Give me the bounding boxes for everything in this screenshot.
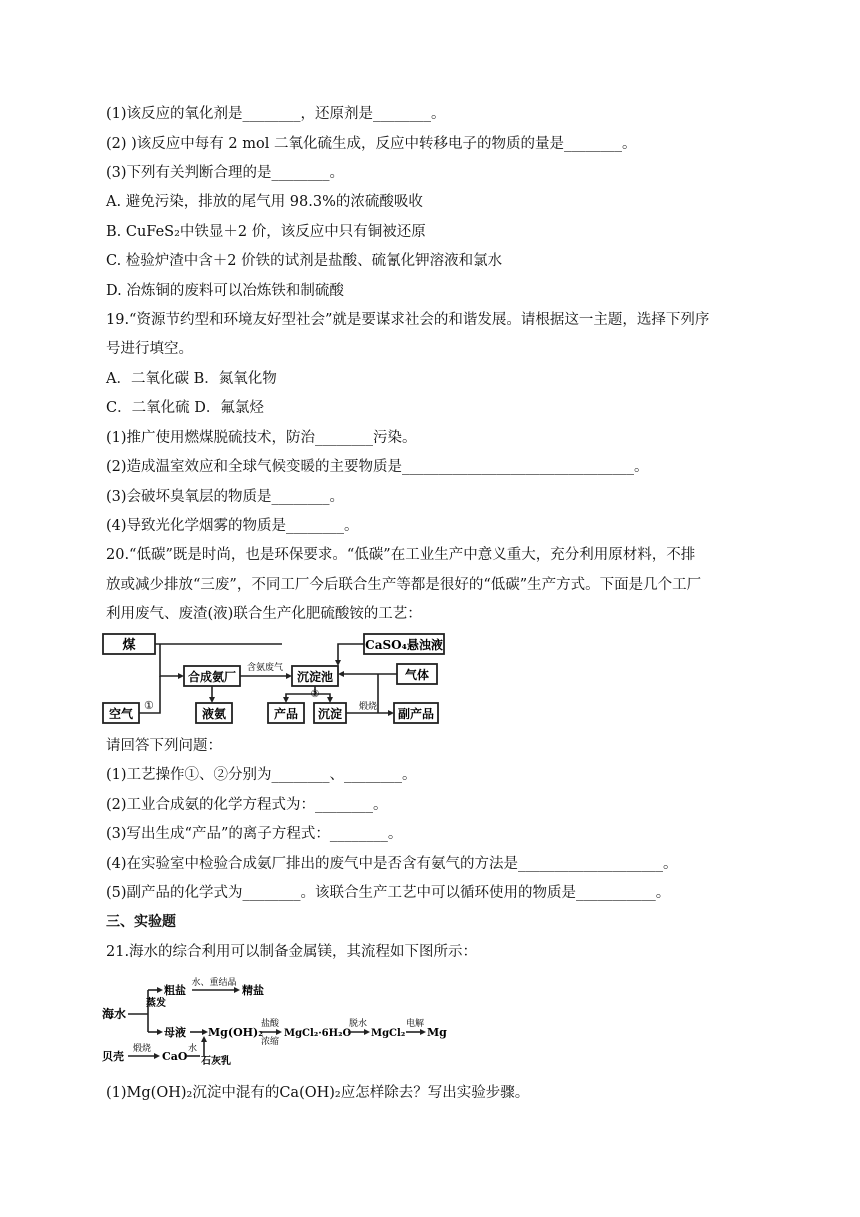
- mgcl2-label: MgCl₂: [371, 1028, 406, 1039]
- q18-option-b: B. CuFeS₂中铁显＋2 价，该反应中只有铜被还原: [106, 224, 426, 240]
- q21-part1: (1)Mg(OH)₂沉淀中混有的Ca(OH)₂应怎样除去？写出实验步骤。: [106, 1085, 530, 1101]
- q18-part2: (2) )该反应中每有 2 mol 二氧化硫生成，反应中转移电子的物质的量是________。: [106, 136, 637, 152]
- electrolysis-label: 电解: [405, 1019, 425, 1029]
- crude-salt-label: 粗盐: [164, 984, 186, 997]
- q19-part1: (1)推广使用燃煤脱硫技术，防治________污染。: [106, 430, 417, 446]
- mgoh2-label: Mg(OH)₂: [208, 1026, 264, 1039]
- q19-part2: (2)造成温室效应和全球气候变暖的主要物质是________________________________。: [106, 459, 649, 475]
- precipitate-label: 沉淀: [317, 707, 343, 721]
- q19-intro: 19.“资源节约型和环境友好型社会”就是要谋求社会的和谐发展。请根据这一主题，选择下列序: [106, 312, 710, 328]
- concentrate-label: 浓缩: [260, 1037, 280, 1047]
- q18-part1: (1)该反应的氧化剂是________，还原剂是________。: [106, 106, 446, 122]
- q20-part2: (2)工业合成氨的化学方程式为：________。: [106, 797, 388, 813]
- q20-part4: (4)在实验室中检验合成氨厂排出的废气中是否含有氨气的方法是____________________。: [106, 856, 678, 872]
- seawater-label: 海水: [102, 1007, 127, 1021]
- ammonium-sulfate-flow-diagram: [100, 630, 450, 730]
- mgcl2-hydrate-label: MgCl₂·6H₂O: [284, 1028, 352, 1039]
- calcine-label-2: 煅烧: [132, 1044, 152, 1054]
- q18-option-c: C. 检验炉渣中含＋2 价铁的试剂是盐酸、硫氰化钾溶液和氯水: [106, 253, 503, 269]
- q18-option-a: A. 避免污染，排放的尾气用 98.3%的浓硫酸吸收: [106, 194, 423, 210]
- shell-label: 贝壳: [102, 1050, 124, 1063]
- evaporate-label: 蒸发: [146, 998, 166, 1009]
- q20-prompt: 请回答下列问题：: [106, 738, 222, 754]
- op1-label: ①: [144, 699, 154, 712]
- gas-label: 气体: [404, 668, 430, 682]
- q19-options-ab: A．二氧化碳 B．氮氧化物: [106, 371, 277, 387]
- ammonia-plant-label: 合成氨厂: [187, 670, 237, 684]
- air-label: 空气: [108, 707, 134, 721]
- hcl-label: 盐酸: [260, 1019, 280, 1029]
- waste-gas-label: 含氨废气: [246, 663, 284, 673]
- water-recryst-label: 水、重结晶: [191, 978, 237, 988]
- q20-intro-cont2: 利用废气、废渣(液)联合生产化肥硫酸铵的工艺：: [106, 606, 422, 622]
- q19-part4: (4)导致光化学烟雾的物质是________。: [106, 518, 359, 534]
- calcine-label-1: 煅烧: [358, 702, 378, 712]
- mg-label: Mg: [427, 1026, 447, 1039]
- q19-options-cd: C．二氧化硫 D．氟氯烃: [106, 400, 264, 416]
- q19-intro-cont: 号进行填空。: [106, 341, 193, 357]
- q18-option-d: D. 冶炼铜的废料可以冶炼铁和制硫酸: [106, 283, 344, 299]
- q20-part3: (3)写出生成“产品”的离子方程式：________。: [106, 826, 403, 842]
- byproduct-label: 副产品: [397, 707, 435, 721]
- q21-intro: 21.海水的综合利用可以制备金属镁，其流程如下图所示：: [106, 944, 478, 960]
- section-title: 三、实验题: [106, 914, 176, 930]
- caso4-label: CaSO₄悬浊液: [365, 638, 443, 652]
- cao-label: CaO: [162, 1050, 188, 1063]
- lime-milk-label: 石灰乳: [201, 1056, 231, 1066]
- mother-liquor-label: 母液: [164, 1026, 186, 1039]
- water-label: 水: [188, 1044, 198, 1054]
- q20-part5: (5)副产品的化学式为________。该联合生产工艺中可以循环使用的物质是___________。: [106, 885, 671, 901]
- q20-intro-cont1: 放或减少排放“三废”，不同工厂今后联合生产等都是很好的“低碳”生产方式。下面是几个工厂: [106, 577, 702, 593]
- q19-part3: (3)会破坏臭氧层的物质是________。: [106, 489, 345, 505]
- liquid-ammonia-label: 液氨: [201, 707, 227, 721]
- refined-salt-label: 精盐: [242, 984, 264, 997]
- op2-label: ②: [310, 689, 320, 700]
- q18-part3: (3)下列有关判断合理的是________。: [106, 165, 345, 181]
- seawater-magnesium-flow-diagram: [100, 968, 450, 1066]
- coal-label: 煤: [122, 638, 136, 653]
- q20-part1: (1)工艺操作①、②分别为________、________。: [106, 767, 417, 783]
- q20-intro: 20.“低碳”既是时尚，也是环保要求。“低碳”在工业生产中意义重大，充分利用原材料，不排: [106, 547, 696, 563]
- dehydrate-label: 脱水: [348, 1019, 368, 1029]
- settling-tank-label: 沉淀池: [296, 670, 334, 684]
- product-label: 产品: [273, 707, 299, 721]
